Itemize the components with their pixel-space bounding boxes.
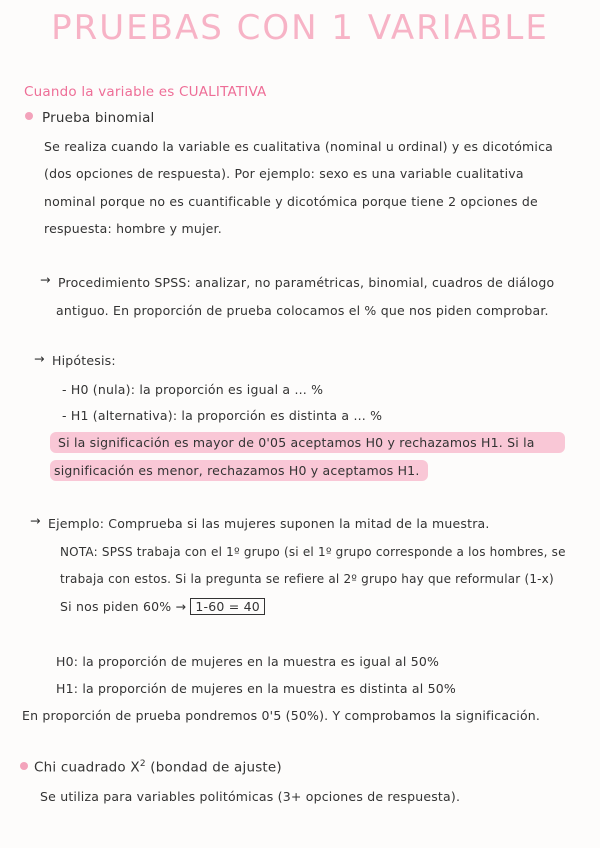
hypothesis-rule-line: significación es menor, rechazamos H0 y aceptamos H1. <box>54 463 420 478</box>
example-conclusion: En proporción de prueba pondremos 0'5 (50%). Y comprobamos la significación. <box>22 708 541 723</box>
procedure-line: Procedimiento SPSS: analizar, no paramétricas, binomial, cuadros de diálogo <box>58 275 555 290</box>
page-title: PRUEBAS CON 1 VARIABLE <box>51 8 549 48</box>
hypothesis-h1: - H1 (alternativa): la proporción es distinta a ... % <box>62 408 383 423</box>
chi-heading <box>34 759 282 776</box>
chi-superscript: 2 <box>139 759 146 769</box>
hypothesis-rule-line: Si la significación es mayor de 0'05 aceptamos H0 y rechazamos H1. Si la <box>58 435 535 450</box>
chi-heading-suffix: (bondad de ajuste) <box>150 759 282 776</box>
example-h0: H0: la proporción de mujeres en la muestra es igual al 50% <box>56 654 440 669</box>
example-heading: Ejemplo: Comprueba si las mujeres suponen la mitad de la muestra. <box>48 516 490 531</box>
binomial-desc-line: Se realiza cuando la variable es cualitativa (nominal u ordinal) y es dicotómica <box>44 139 554 154</box>
example-note-last <box>60 599 265 614</box>
hypothesis-h0: - H0 (nula): la proporción es igual a ... % <box>62 382 324 397</box>
example-note-box: 1-60 = 40 <box>190 598 265 615</box>
example-note-line: trabaja con estos. Si la pregunta se refiere al 2º grupo hay que reformular (1-x) <box>60 572 554 586</box>
example-note-prefix: Si nos piden 60% → <box>60 599 187 614</box>
chi-symbol: X <box>130 759 140 776</box>
bullet-dot <box>20 762 28 770</box>
procedure-line: antiguo. En proporción de prueba colocamos el % que nos piden comprobar. <box>56 303 549 318</box>
chi-desc: Se utiliza para variables politómicas (3+ opciones de respuesta). <box>40 789 461 804</box>
example-note-line: NOTA: SPSS trabaja con el 1º grupo (si el 1º grupo corresponde a los hombres, se <box>60 545 566 559</box>
example-h1: H1: la proporción de mujeres en la muestra es distinta al 50% <box>56 681 457 696</box>
arrow-icon: → <box>34 351 45 366</box>
arrow-icon: → <box>30 513 41 528</box>
binomial-desc-line: respuesta: hombre y mujer. <box>44 221 222 236</box>
bullet-dot <box>25 112 33 120</box>
binomial-desc-line: (dos opciones de respuesta). Por ejemplo: sexo es una variable cualitativa <box>44 166 524 181</box>
binomial-heading: Prueba binomial <box>42 110 155 126</box>
binomial-desc-line: nominal porque no es cuantificable y dicotómica porque tiene 2 opciones de <box>44 194 538 209</box>
chi-heading-prefix: Chi cuadrado <box>34 759 126 776</box>
arrow-icon: → <box>40 272 51 287</box>
hypothesis-heading: Hipótesis: <box>52 353 116 368</box>
section-subtitle: Cuando la variable es CUALITATIVA <box>24 84 267 100</box>
